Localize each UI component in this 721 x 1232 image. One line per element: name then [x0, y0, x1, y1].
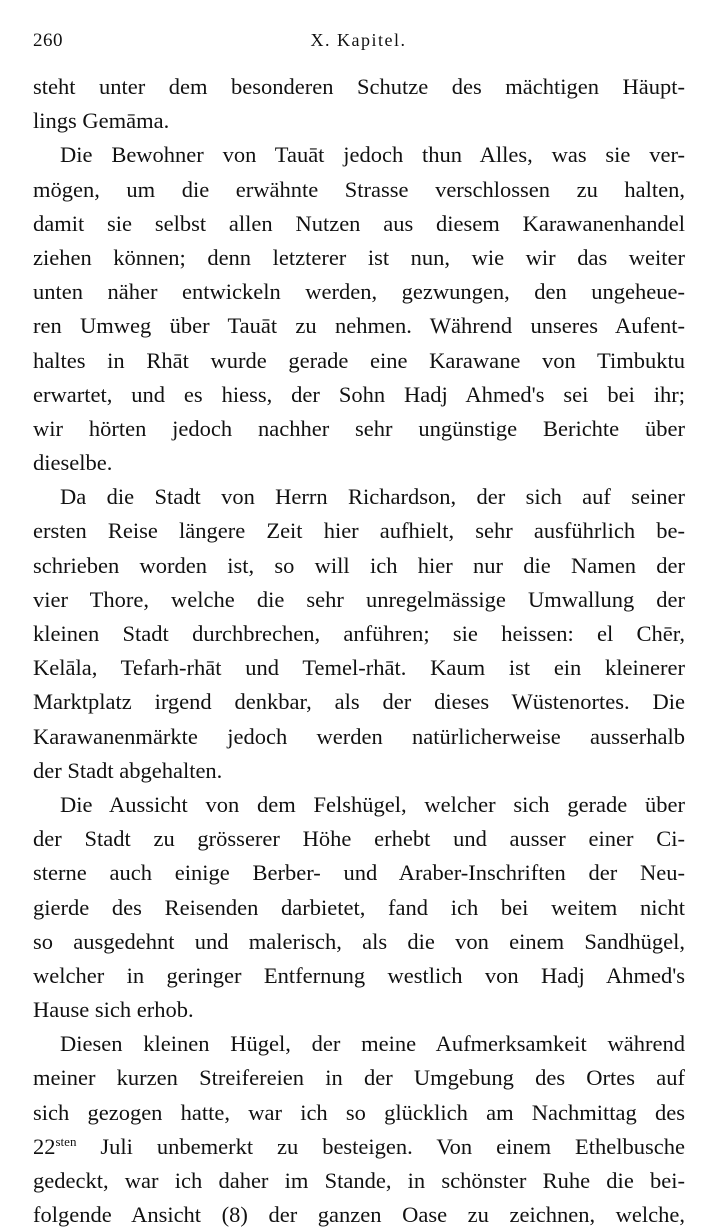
date-line — [33, 1130, 685, 1164]
text-line: meiner kurzen Streifereien in der Umgebung des Ortes auf — [33, 1065, 685, 1091]
text-line: folgende Ansicht (8) der ganzen Oase zu zeichnen, welche, — [33, 1202, 685, 1228]
text-line: damit sie selbst allen Nutzen aus diesem Karawanenhandel — [33, 210, 685, 236]
paragraph — [33, 138, 685, 480]
text-line: gierde des Reisenden darbietet, fand ich bei weitem nicht — [33, 894, 685, 920]
text-line: so ausgedehnt und malerisch, als die von einem Sandhügel, — [33, 928, 685, 954]
text-line: Hause sich erhob. — [33, 997, 194, 1023]
page-number: 260 — [33, 30, 63, 51]
body-text — [33, 70, 685, 1232]
text-line: Marktplatz irgend denkbar, als der dieses Wüstenortes. Die — [33, 689, 685, 715]
text-line: Die Aussicht von dem Felshügel, welcher sich gerade über — [60, 791, 685, 817]
text-line: sterne auch einige Berber- und Araber-Inschriften der Neu- — [33, 860, 685, 886]
date-line-rest: Juli unbemerkt zu besteigen. Von einem Ethelbusche — [76, 1133, 685, 1159]
text-line: Da die Stadt von Herrn Richardson, der sich auf seiner — [60, 484, 685, 510]
paragraph — [33, 480, 685, 788]
text-line: steht unter dem besonderen Schutze des mächtigen Häupt- — [33, 74, 685, 99]
text-line: welcher in geringer Entfernung westlich von Hadj Ahmed's — [33, 962, 685, 988]
text-line: sich gezogen hatte, war ich so glücklich am Nachmittag des — [33, 1099, 685, 1125]
text-line: kleinen Stadt durchbrechen, anführen; sie heissen: el Chēr, — [33, 621, 685, 646]
paragraph — [33, 1027, 685, 1232]
text-line: ren Umweg über Tauāt zu nehmen. Während unseres Aufent- — [33, 313, 685, 339]
text-line: Die Bewohner von Tauāt jedoch thun Alles, was sie ver- — [60, 142, 685, 168]
text-line: gedeckt, war ich daher im Stande, in schönster Ruhe die bei- — [33, 1168, 685, 1193]
text-line: der Stadt abgehalten. — [33, 757, 223, 783]
text-line: lings Gemāma. — [33, 108, 170, 134]
page-header — [33, 30, 684, 56]
paragraph — [33, 70, 685, 138]
text-line: der Stadt zu grösserer Höhe erhebt und ausser einer Ci- — [33, 826, 685, 852]
text-line: Kelāla, Tefarh-rhāt und Temel-rhāt. Kaum ist ein kleinerer — [33, 655, 685, 681]
date-ordinal-suffix: sten — [55, 1133, 77, 1149]
text-line: vier Thore, welche die sehr unregelmässige Umwallung der — [33, 586, 685, 612]
text-line: ziehen können; denn letzterer ist nun, wie wir das weiter — [33, 244, 685, 270]
text-line: unten näher entwickeln werden, gezwungen, den ungeheue- — [33, 279, 685, 305]
text-line: erwartet, und es hiess, der Sohn Hadj Ahmed's sei bei ihr; — [33, 381, 685, 407]
text-line: wir hörten jedoch nachher sehr ungünstige Berichte über — [33, 415, 685, 441]
date-day: 22 — [33, 1133, 56, 1159]
running-head: X. Kapitel. — [310, 30, 407, 50]
text-line: mögen, um die erwähnte Strasse verschlossen zu halten, — [33, 176, 685, 202]
text-line: Diesen kleinen Hügel, der meine Aufmerksamkeit während — [60, 1031, 685, 1057]
text-line: schrieben worden ist, so will ich hier nur die Namen der — [33, 552, 685, 578]
text-line: dieselbe. — [33, 450, 113, 476]
paragraph — [33, 788, 685, 1027]
text-line: haltes in Rhāt wurde gerade eine Karawane von Timbuktu — [33, 347, 685, 373]
text-line: ersten Reise längere Zeit hier aufhielt, sehr ausführlich be- — [33, 518, 685, 544]
text-line: Karawanenmärkte jedoch werden natürlicherweise ausserhalb — [33, 723, 685, 749]
